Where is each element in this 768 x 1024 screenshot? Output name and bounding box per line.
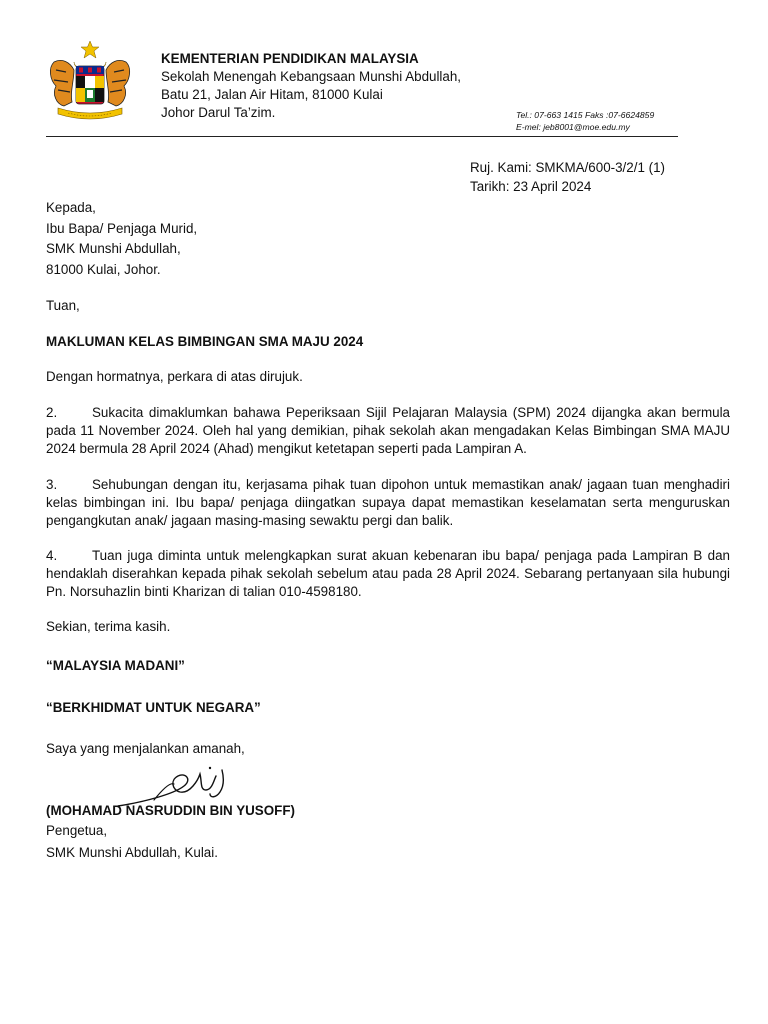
letter-date: Tarikh: 23 April 2024 <box>470 179 592 194</box>
letter-subject: MAKLUMAN KELAS BIMBINGAN SMA MAJU 2024 <box>46 334 364 349</box>
paragraph-4 <box>46 547 730 601</box>
slogan-malaysia-madani: “MALAYSIA MADANI” <box>46 658 185 673</box>
recipient-line1: Ibu Bapa/ Penjaga Murid, <box>46 221 198 236</box>
signatory-title: Pengetua, <box>46 823 108 838</box>
signatory-name: (MOHAMAD NASRUDDIN BIN YUSOFF) <box>46 803 295 818</box>
ministry-name: KEMENTERIAN PENDIDIKAN MALAYSIA <box>161 51 419 66</box>
paragraph-text: Sehubungan dengan itu, kerjasama pihak tuan dipohon untuk memastikan anak/ jagaan tuan menghadiri kelas bimbingan ini. Ibu bapa/ penjaga diingatkan supaya dapat memastikan keselamatan serta menguruskan pengangkutan anak/ jagaan masing-masing sewaktu pergi dan balik. <box>46 477 730 528</box>
opening-line: Dengan hormatnya, perkara di atas dirujuk. <box>46 369 303 384</box>
reference-number: Ruj. Kami: SMKMA/600-3/2/1 (1) <box>470 160 665 175</box>
slogan-berkhidmat: “BERKHIDMAT UNTUK NEGARA” <box>46 700 261 715</box>
school-address-line2: Johor Darul Ta’zim. <box>161 105 276 120</box>
paragraph-number: 2. <box>46 405 58 420</box>
recipient-line2: SMK Munshi Abdullah, <box>46 241 181 256</box>
closing-line: Sekian, terima kasih. <box>46 619 171 634</box>
trust-line: Saya yang menjalankan amanah, <box>46 741 245 756</box>
paragraph-3 <box>46 476 730 530</box>
recipient-line3: 81000 Kulai, Johor. <box>46 262 161 277</box>
phone-fax: Tel.: 07-663 1415 Faks :07-6624859 <box>516 110 655 120</box>
salutation: Tuan, <box>46 298 80 313</box>
school-address-line1: Batu 21, Jalan Air Hitam, 81000 Kulai <box>161 87 383 102</box>
paragraph-2 <box>46 404 730 458</box>
malaysia-coat-of-arms-icon <box>44 40 136 124</box>
signatory-organization: SMK Munshi Abdullah, Kulai. <box>46 845 218 860</box>
paragraph-text: Sukacita dimaklumkan bahawa Peperiksaan Sijil Pelajaran Malaysia (SPM) 2024 dijangka akan bermula pada 11 November 2024. Oleh hal yang demikian, pihak sekolah akan mengadakan Kelas Bimbingan SMA MAJU 2024 bermula 28 April 2024 (Ahad) mengikut ketetapan seperti pada Lampiran A. <box>46 405 730 456</box>
header-divider <box>46 136 678 137</box>
recipient-to: Kepada, <box>46 200 96 215</box>
paragraph-number: 3. <box>46 477 58 492</box>
email-address: E-mel: jeb8001@moe.edu.my <box>516 122 630 132</box>
school-name: Sekolah Menengah Kebangsaan Munshi Abdullah, <box>161 69 462 84</box>
paragraph-number: 4. <box>46 548 58 563</box>
paragraph-text: Tuan juga diminta untuk melengkapkan surat akuan kebenaran ibu bapa/ penjaga pada Lampiran B dan hendaklah diserahkan kepada pihak sekolah sebelum atau pada 28 April 2024. Sebarang pertanyaan sila hubungi Pn. Norsuhazlin binti Kharizan di talian 010-4598180. <box>46 548 730 599</box>
